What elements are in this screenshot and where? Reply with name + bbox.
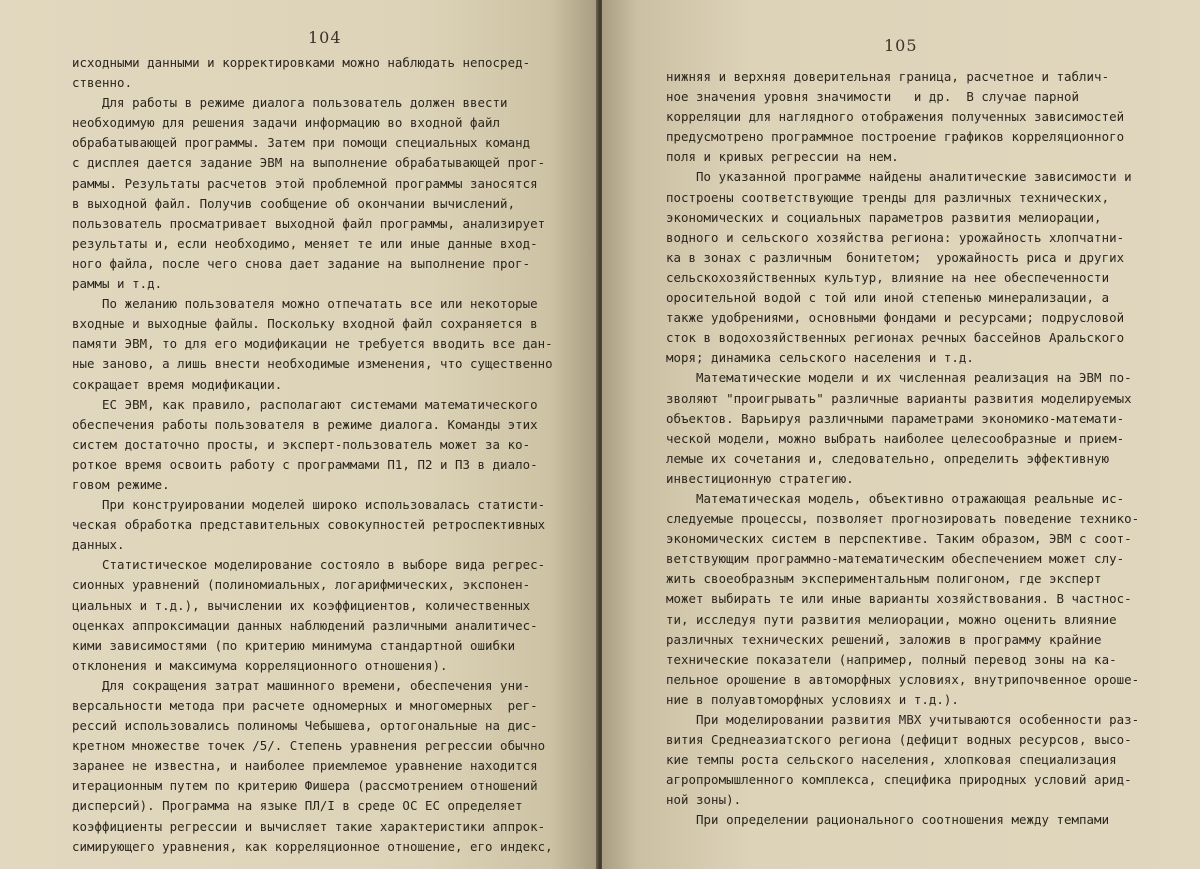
- right-page: [602, 0, 1200, 869]
- text-line: обеспечения работы пользователя в режиме диалога. Команды этих: [72, 416, 538, 432]
- text-line: поля и кривых регрессии на нем.: [666, 149, 899, 165]
- text-line: Для сокращения затрат машинного времени, обеспечения уни-: [72, 677, 531, 693]
- text-line: различных технических решений, заложив в программу крайние: [666, 631, 1102, 647]
- text-line: лемые их сочетания и, следовательно, определить эффективную: [666, 450, 1110, 466]
- text-line: Математическая модель, объективно отражающая реальные ис-: [666, 490, 1125, 506]
- text-line: агропромышленного комплекса, специфика природных условий арид-: [666, 772, 1132, 788]
- text-line: построены соответствующие тренды для различных технических,: [666, 189, 1110, 205]
- text-line: сионных уравнений (полиномиальных, логарифмических, экспонен-: [72, 577, 531, 593]
- page-text: [666, 67, 1139, 831]
- text-line: кими зависимостями (по критерию минимума стандартной ошибки: [72, 637, 516, 653]
- text-line: кретном множестве точек /5/. Степень уравнения регрессии обычно: [72, 738, 546, 754]
- text-line: раммы. Результаты расчетов этой проблемной программы заносятся: [72, 175, 538, 191]
- text-line: водного и сельского хозяйства региона: урожайность хлопчатни-: [666, 229, 1125, 245]
- text-line: сток в водохозяйственных регионах речных бассейнов Аральского: [666, 330, 1125, 346]
- text-line: обрабатывающей программы. Затем при помощи специальных команд: [72, 135, 531, 151]
- text-line: итерационным путем по критерию Фишера (рассмотрением отношений: [72, 778, 538, 794]
- text-line: отклонения и максимума корреляционного отношения).: [72, 657, 448, 673]
- text-line: По указанной программе найдены аналитические зависимости и: [666, 169, 1132, 185]
- text-line: экономических систем в перспективе. Таким образом, ЭВМ с соот-: [666, 531, 1132, 547]
- text-line: оросительной водой с той или иной степенью минерализации, а: [666, 290, 1110, 306]
- text-line: циальных и т.д.), вычислении их коэффициентов, количественных: [72, 597, 531, 613]
- text-line: моря; динамика сельского населения и т.д.: [666, 350, 974, 366]
- text-line: По желанию пользователя можно отпечатать все или некоторые: [72, 296, 538, 312]
- text-line: При моделировании развития МВХ учитываются особенности раз-: [666, 712, 1140, 727]
- text-line: ческая обработка представительных совокупностей ретроспективных: [72, 517, 546, 533]
- text-line: заранее не известна, и наиболее приемлемое уравнение находится: [72, 758, 538, 774]
- text-line: следуемые процессы, позволяет прогнозировать поведение технико-: [666, 511, 1140, 527]
- text-line: кие темпы роста сельского населения, хлопковая специализация: [666, 752, 1117, 768]
- text-line: пельное орошение в автоморфных условиях, внутрипочвенное ороше-: [666, 671, 1140, 687]
- text-line: нижняя и верхняя доверительная граница, расчетное и таблич-: [666, 69, 1110, 84]
- text-line: ЕС ЭВМ, как правило, располагают системами математического: [72, 396, 538, 412]
- text-line: ные заново, а лишь внести необходимые изменения, что существенно: [72, 356, 553, 372]
- text-line: При определении рационального соотношения между темпами: [666, 812, 1110, 828]
- text-line: ческой модели, можно выбрать наиболее целесообразные и прием-: [666, 430, 1125, 446]
- text-line: входные и выходные файлы. Поскольку входной файл сохраняется в: [72, 316, 538, 332]
- text-line: ной зоны).: [666, 792, 742, 808]
- text-line: ное значения уровня значимости и др. В случае парной: [666, 89, 1080, 105]
- text-line: систем достаточно просты, и эксперт-пользователь может за ко-: [72, 436, 531, 452]
- text-line: Статистическое моделирование состояло в выборе вида регрес-: [72, 557, 546, 573]
- left-page: [0, 0, 598, 869]
- text-line: рессий использовались полиномы Чебышева, ортогональные на дис-: [72, 718, 538, 734]
- text-line: предусмотрено программное построение графиков корреляционного: [666, 129, 1125, 145]
- text-line: зволяют "проигрывать" различные варианты развития моделируемых: [666, 390, 1132, 406]
- text-line: корреляции для наглядного отображения полученных зависимостей: [666, 109, 1125, 125]
- text-line: симирующего уравнения, как корреляционное отношение, его индекс,: [72, 838, 553, 854]
- text-line: Математические модели и их численная реализация на ЭВМ по-: [666, 370, 1132, 386]
- text-line: данных.: [72, 537, 125, 553]
- text-line: может выбирать те или иные варианты хозяйствования. В частнос-: [666, 591, 1132, 607]
- text-line: оценках аппроксимации данных наблюдений различными аналитичес-: [72, 617, 538, 633]
- text-line: ветствующим программно-математическим обеспечением может слу-: [666, 551, 1125, 567]
- text-line: инвестиционную стратегию.: [666, 470, 854, 486]
- text-line: в выходной файл. Получив сообщение об окончании вычислений,: [72, 195, 516, 211]
- text-line: объектов. Варьируя различными параметрами экономико-математи-: [666, 410, 1125, 426]
- text-line: с дисплея дается задание ЭВМ на выполнение обрабатывающей прог-: [72, 155, 546, 171]
- page-number: 104: [308, 28, 342, 47]
- text-line: необходимую для решения задачи информацию во входной файл: [72, 115, 501, 131]
- text-line: пользователь просматривает выходной файл программы, анализирует: [72, 215, 546, 231]
- text-line: ка в зонах с различным бонитетом; урожайность риса и других: [666, 249, 1125, 265]
- text-line: При конструировании моделей широко использовалась статисти-: [72, 497, 546, 513]
- text-line: экономических и социальных параметров развития мелиорации,: [666, 209, 1102, 225]
- text-line: раммы и т.д.: [72, 276, 163, 292]
- text-line: дисперсий). Программа на языке ПЛ/I в среде ОС ЕС определяет: [72, 798, 523, 814]
- text-line: ственно.: [72, 75, 133, 91]
- text-line: коэффициенты регрессии и вычисляет такие характеристики аппрок-: [72, 818, 546, 834]
- text-line: ти, исследуя пути развития мелиорации, можно оценить влияние: [666, 611, 1117, 627]
- text-line: вития Среднеазиатского региона (дефицит водных ресурсов, высо-: [666, 732, 1132, 748]
- text-line: Для работы в режиме диалога пользователь должен ввести: [72, 95, 508, 111]
- page-text: [72, 53, 553, 857]
- text-line: сокращает время модификации.: [72, 376, 283, 392]
- text-line: жить своеобразным экспериментальным полигоном, где эксперт: [666, 571, 1102, 587]
- text-line: ние в полуавтоморфных условиях и т.д.).: [666, 691, 959, 707]
- text-line: ного файла, после чего снова дает задание на выполнение прог-: [72, 255, 531, 271]
- text-line: также удобрениями, основными фондами и ресурсами; подрусловой: [666, 310, 1125, 326]
- page-number: 105: [884, 36, 918, 55]
- text-line: роткое время освоить работу с программами П1, П2 и П3 в диало-: [72, 456, 538, 472]
- text-line: исходными данными и корректировками можно наблюдать непосред-: [72, 55, 531, 70]
- text-line: говом режиме.: [72, 476, 170, 492]
- text-line: памяти ЭВМ, то для его модификации не требуется вводить все дан-: [72, 336, 553, 352]
- text-line: результаты и, если необходимо, меняет те или иные данные вход-: [72, 235, 538, 251]
- text-line: технические показатели (например, полный перевод зоны на ка-: [666, 651, 1117, 667]
- text-line: сельскохозяйственных культур, влияние на нее обеспеченности: [666, 269, 1110, 285]
- text-line: версальности метода при расчете одномерных и многомерных рег-: [72, 698, 538, 713]
